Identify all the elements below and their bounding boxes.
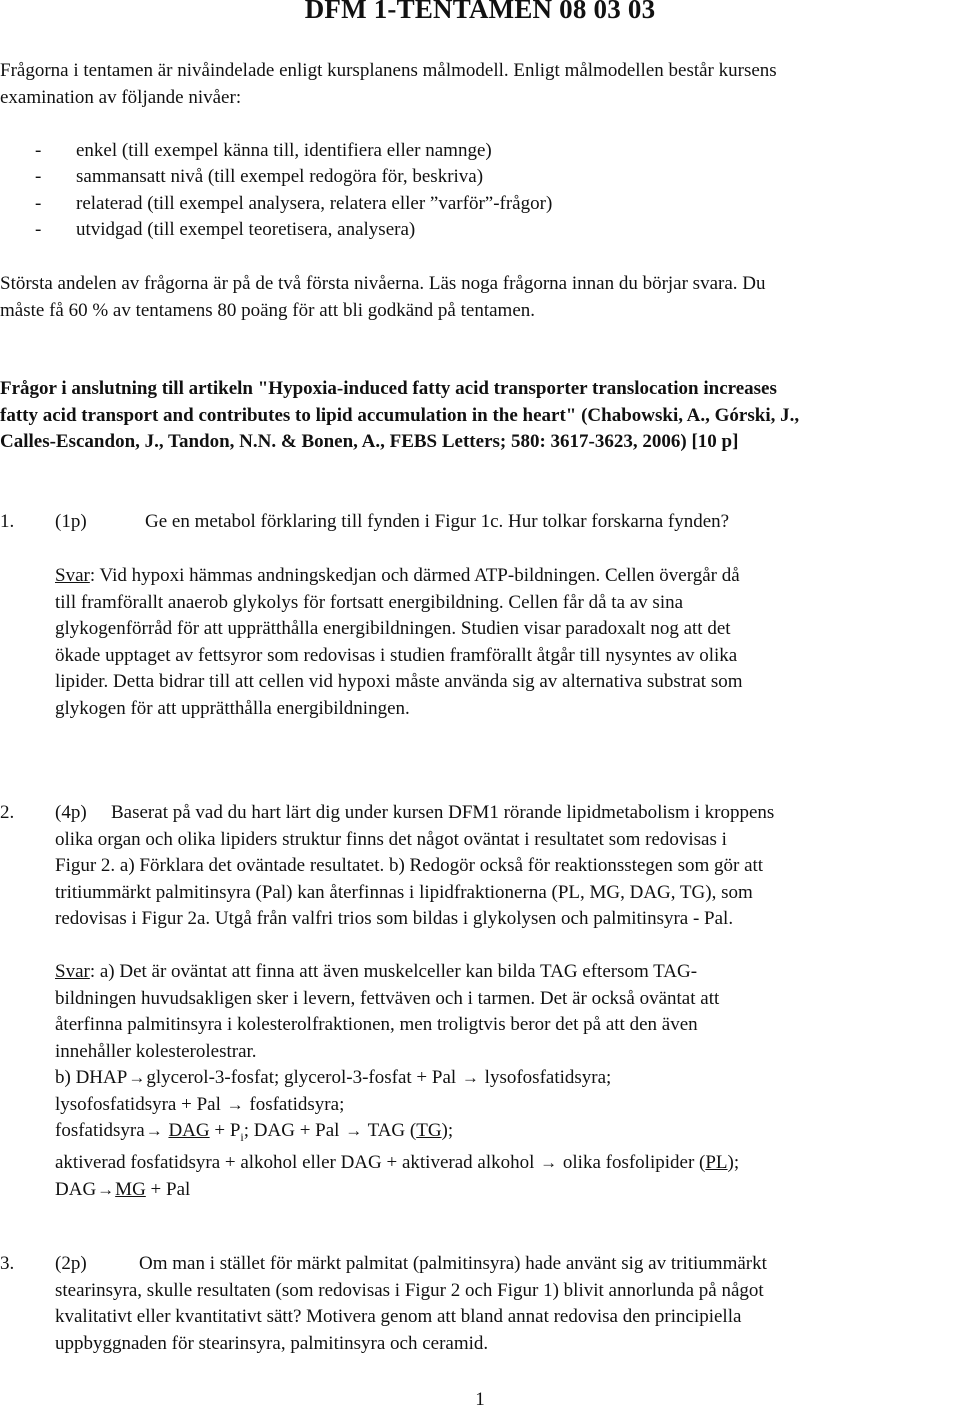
arrow-right-icon: → [97, 1179, 115, 1199]
question-points: (2p) [55, 1253, 87, 1274]
page-number: 1 [475, 1389, 485, 1410]
question-line: stearinsyra, skulle resultaten (som redovisas i Figur 2 och Figur 1) blivit annorlunda på något [55, 1279, 764, 1301]
article-heading [0, 376, 799, 456]
question-line: olika organ och olika lipiders struktur finns det något oväntat i resultatet som redovisas i [55, 828, 727, 850]
question-number: 3. [0, 1253, 15, 1274]
article-line: fatty acid transport and contributes to lipid accumulation in the heart" (Chabowski, A., Górski, J., [0, 404, 800, 426]
reaction-abbrev: DAG [168, 1120, 210, 1141]
subscript: i [240, 1129, 244, 1144]
intro-line: Frågorna i tentamen är nivåindelade enligt kursplanens målmodell. Enligt målmodellen består kursens [0, 60, 777, 81]
question-points: (1p) [55, 511, 87, 532]
question-text: Ge en metabol förklaring till fynden i Figur 1c. Hur tolkar forskarna fynden? [145, 511, 730, 532]
reaction-line [55, 1118, 739, 1150]
question-line: Om man i stället för märkt palmitat (palmitinsyra) hade använt sig av tritiummärkt [139, 1253, 767, 1274]
page-title: DFM 1-TENTAMEN 08 03 03 [304, 0, 656, 24]
arrow-right-icon: → [128, 1068, 146, 1087]
answer-line: glykogen för att upprätthålla energibildningen. [55, 697, 410, 719]
reaction-text: fosfatidsyra [55, 1120, 145, 1141]
answer-text: : Vid hypoxi hämmas andningskedjan och därmed ATP-bildningen. Cellen övergår då [89, 565, 740, 586]
arrow-right-icon: → [345, 1121, 363, 1140]
question-points: (4p) [55, 802, 87, 823]
reaction-text: + Pal [145, 1178, 191, 1200]
reaction-text: b) DHAP [55, 1067, 128, 1088]
reaction-text: lysofosfatidsyra + Pal [55, 1093, 226, 1115]
reaction-text: ; DAG + Pal [243, 1120, 345, 1141]
answer-text: : a) Det är oväntat att finna att även muskelceller kan bilda TAG eftersom TAG- [89, 961, 698, 982]
reaction-line [55, 1065, 739, 1092]
list-dash: - [35, 193, 42, 214]
answer-line: glykogenförråd för att upprätthålla energibildningen. Studien visar paradoxalt nog att det [55, 618, 731, 639]
question-number: 2. [0, 802, 15, 823]
question-line: tritiummärkt palmitinsyra (Pal) kan återfinnas i lipidfraktionerna (PL, MG, DAG, TG), som [55, 881, 753, 903]
reaction-abbrev: MG [115, 1178, 146, 1200]
question-text [55, 800, 774, 933]
article-line: Calles-Escandon, J., Tandon, N.N. & Bonen, A., FEBS Letters; 580: 3617-3623, 2006) [10 p] [0, 431, 739, 452]
answer-line: ökade upptaget av fettsyror som redovisas i studien framförallt åtgår till nysyntes av olika [55, 644, 738, 666]
reaction-text: ); [727, 1152, 740, 1174]
reaction-text: glycerol-3-fosfat; glycerol-3-fosfat + Pal [146, 1067, 461, 1088]
list-item-text: relaterad (till exempel analysera, relatera eller ”varför”-frågor) [76, 193, 553, 214]
arrow-right-icon: → [540, 1153, 558, 1173]
reaction-abbrev: TG [416, 1120, 442, 1141]
answer-line: innehåller kolesterolestrar. [55, 1040, 257, 1062]
reaction-text: fosfatidsyra; [244, 1093, 345, 1115]
arrow-right-icon: → [226, 1094, 244, 1114]
answer-1 [55, 563, 743, 722]
reaction-text: aktiverad fosfatidsyra + alkohol eller DAG + aktiverad alkohol [55, 1152, 540, 1174]
answer-label: Svar [55, 961, 90, 982]
answer-line [55, 563, 743, 590]
list-dash: - [35, 166, 42, 187]
article-line: Frågor i anslutning till artikeln "Hypoxia-induced fatty acid transporter translocation increases [0, 378, 777, 399]
list-dash: - [35, 140, 42, 161]
intro-line: examination av följande nivåer: [0, 86, 242, 108]
answer-line [55, 959, 739, 986]
question-line: kvalitativt eller kvantitativt sätt? Motivera genom att bland annat redovisa den principiella [55, 1306, 742, 1327]
answer-line: bildningen huvudsakligen sker i levern, fettväven och i tarmen. Det är också oväntat att [55, 987, 720, 1009]
list-item-text: utvidgad (till exempel teoretisera, analysera) [76, 219, 416, 240]
note-line: måste få 60 % av tentamens 80 poäng för att bli godkänd på tentamen. [0, 299, 536, 321]
list-item-text: sammansatt nivå (till exempel redogöra för, beskriva) [76, 166, 484, 187]
question-line: Baserat på vad du hart lärt dig under kursen DFM1 rörande lipidmetabolism i kroppens [111, 802, 775, 823]
answer-line: återfinna palmitinsyra i kolesterolfraktionen, men troligtvis beror det på att den även [55, 1014, 698, 1035]
question-line: uppbyggnaden för stearinsyra, palmitinsyra och ceramid. [55, 1332, 489, 1354]
arrow-right-icon: → [461, 1068, 479, 1087]
answer-line: till framförallt anaerob glykolys för fortsatt energibildning. Cellen får då ta av sina [55, 591, 684, 613]
reaction-text: + P [209, 1120, 241, 1141]
reaction-abbrev: PL [705, 1152, 728, 1174]
reaction-text: TAG ( [363, 1120, 417, 1141]
intro-paragraph [0, 58, 777, 111]
question-number: 1. [0, 511, 15, 532]
answer-line: lipider. Detta bidrar till att cellen vid hypoxi måste använda sig av alternativa substrat som [55, 671, 743, 692]
reaction-text: ); [441, 1120, 454, 1141]
reaction-text: lysofosfatidsyra; [479, 1067, 612, 1088]
answer-2 [55, 959, 739, 1203]
question-text [55, 1251, 767, 1357]
list-dash: - [35, 219, 42, 240]
reaction-line [55, 1177, 739, 1204]
reaction-text: DAG [55, 1178, 97, 1200]
note-paragraph [0, 271, 766, 324]
reaction-line [55, 1150, 739, 1177]
reaction-line [55, 1092, 739, 1119]
list-item-text: enkel (till exempel känna till, identifiera eller namnge) [76, 140, 492, 161]
question-line: redovisas i Figur 2a. Utgå från valfri trios som bildas i glykolysen och palmitinsyra - Pal. [55, 908, 734, 929]
question-line: Figur 2. a) Förklara det oväntade resultatet. b) Redogör också för reaktionsstegen som gör att [55, 855, 764, 876]
note-line: Största andelen av frågorna är på de två första nivåerna. Läs noga frågorna innan du börjar svara. Du [0, 273, 766, 294]
arrow-right-icon: → [145, 1121, 163, 1140]
answer-label: Svar [55, 565, 90, 586]
reaction-text: olika fosfolipider ( [558, 1152, 706, 1174]
